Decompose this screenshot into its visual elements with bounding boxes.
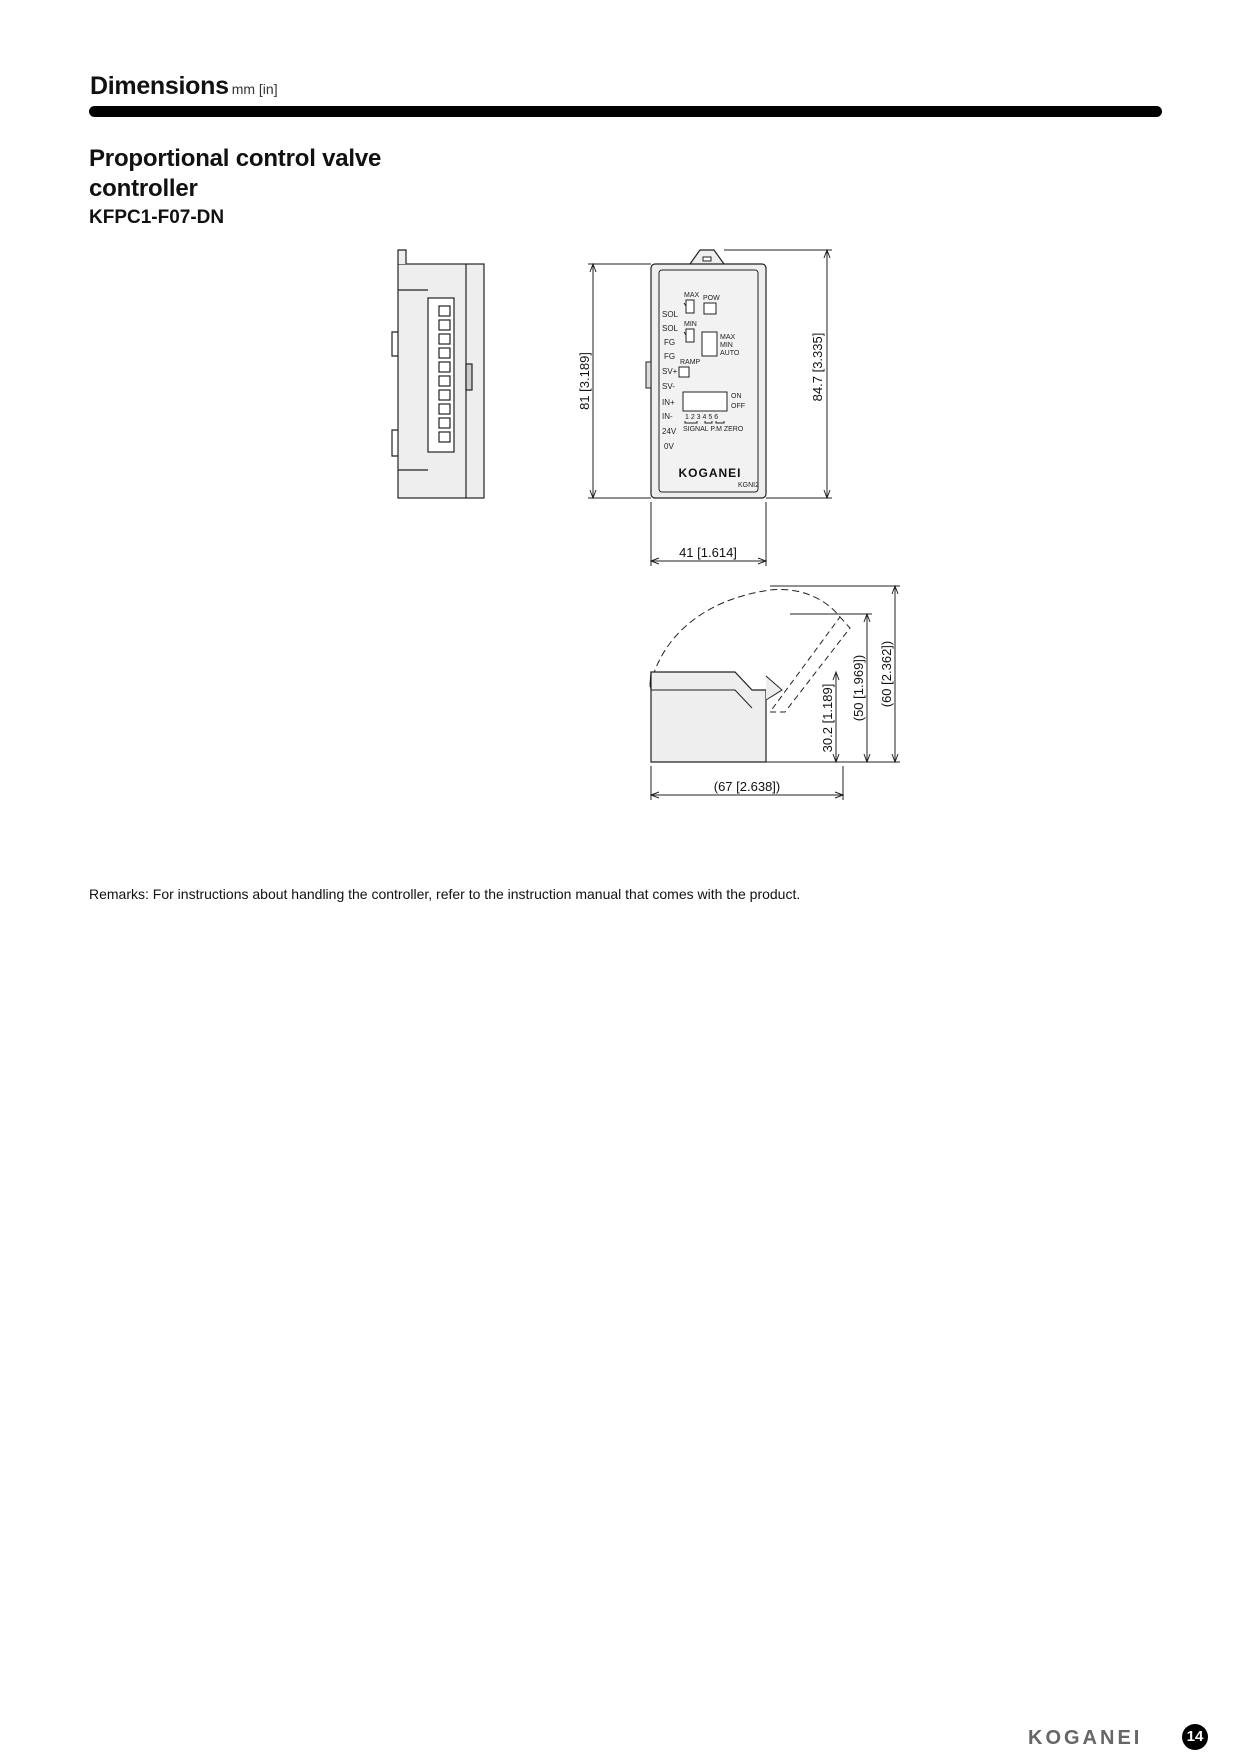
- model-number: KFPC1-F07-DN: [89, 207, 225, 228]
- dim-height-81: 81 [3.189]: [577, 352, 592, 410]
- svg-text:0V: 0V: [664, 442, 674, 451]
- page-number: 14: [1182, 1724, 1208, 1750]
- svg-text:KOGANEI: KOGANEI: [1028, 1727, 1143, 1748]
- svg-text:SOL: SOL: [662, 310, 679, 319]
- dim-length-67: (67 [2.638]): [713, 779, 781, 794]
- svg-text:1 2 3 4 5 6: 1 2 3 4 5 6: [685, 414, 719, 421]
- dim-depth-60: (60 [2.362]): [879, 640, 894, 708]
- svg-text:MIN: MIN: [720, 342, 733, 349]
- product-title: Proportional control valve controller: [89, 145, 382, 202]
- svg-text:ON: ON: [731, 393, 742, 400]
- svg-text:SIGNAL P.M ZERO: SIGNAL P.M ZERO: [683, 426, 744, 433]
- svg-text:IN-: IN-: [662, 412, 673, 421]
- footer-brand-logo: [1028, 1726, 1178, 1748]
- svg-text:SOL: SOL: [662, 324, 679, 333]
- cover-view: [650, 586, 900, 800]
- svg-text:POW: POW: [703, 295, 720, 302]
- side-view: [392, 250, 484, 498]
- svg-text:MAX: MAX: [720, 334, 736, 341]
- svg-text:MIN: MIN: [684, 321, 697, 328]
- min-trimmer: [686, 329, 694, 342]
- svg-text:KGNI2: KGNI2: [738, 482, 760, 489]
- svg-text:MAX: MAX: [684, 292, 700, 299]
- svg-text:24V: 24V: [662, 427, 677, 436]
- front-view: [577, 250, 832, 566]
- svg-text:SV-: SV-: [662, 382, 675, 391]
- dim-depth-30: 30.2 [1.189]: [820, 683, 835, 753]
- svg-text:IN+: IN+: [662, 398, 675, 407]
- svg-text:KOGANEI: KOGANEI: [678, 466, 742, 480]
- max-trimmer: [686, 300, 694, 313]
- dim-height-84: 84.7 [3.335]: [810, 332, 825, 402]
- remarks: Remarks: For instructions about handling the controller, refer to the instruction manual that comes with the product.: [89, 886, 801, 902]
- svg-text:FG: FG: [664, 338, 676, 347]
- ramp-trimmer: [679, 367, 689, 377]
- svg-text:SV+: SV+: [662, 367, 678, 376]
- section-unit: mm [in]: [231, 81, 278, 97]
- pow-indicator: [704, 303, 716, 314]
- dim-depth-50: (50 [1.969]): [851, 654, 866, 722]
- mode-switch: [702, 332, 717, 356]
- svg-text:AUTO: AUTO: [720, 350, 740, 357]
- svg-text:FG: FG: [664, 352, 676, 361]
- dip-switch: [683, 392, 727, 411]
- dim-width-41: 41 [1.614]: [679, 545, 737, 560]
- svg-text:OFF: OFF: [731, 403, 745, 410]
- svg-text:RAMP: RAMP: [680, 359, 701, 366]
- section-title: Dimensions: [90, 72, 229, 100]
